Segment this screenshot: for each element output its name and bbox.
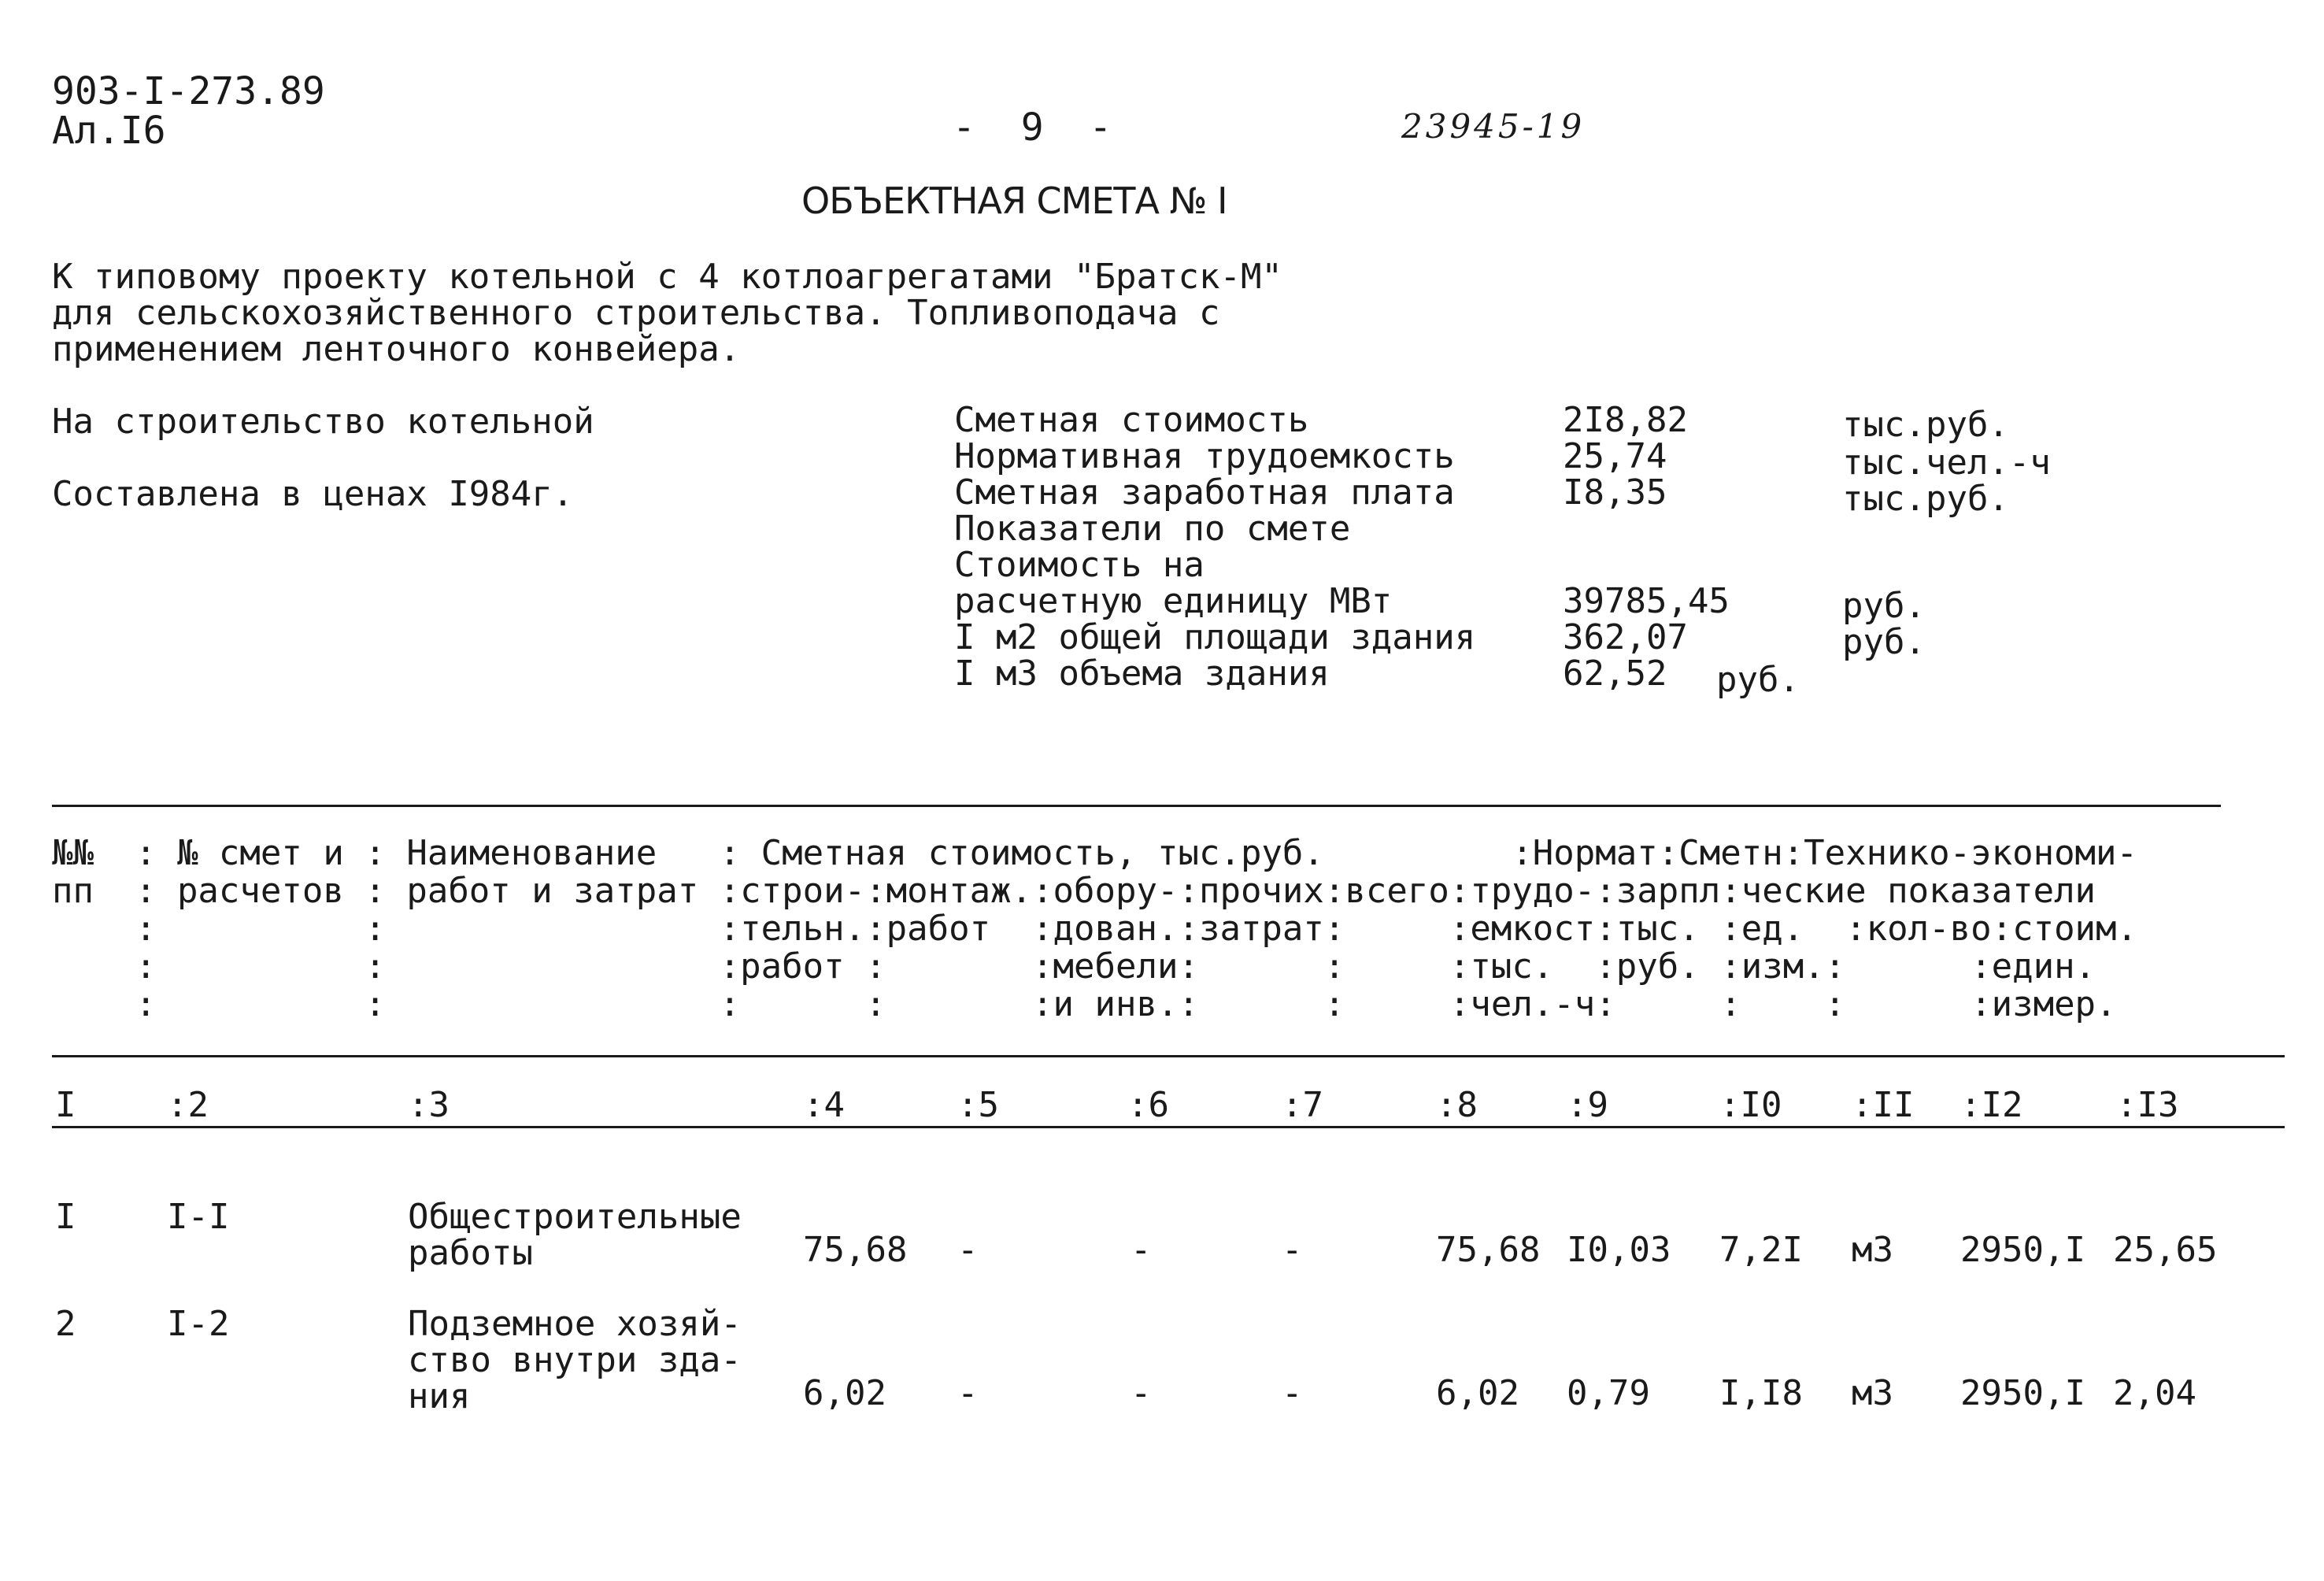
indicator-label: I м2 общей площади здания [954,617,1476,657]
work-name-line: ство внутри зда- [408,1340,742,1380]
equipment-cost: - [1131,1373,1152,1413]
estimate-code: I-2 [167,1304,230,1344]
unit-cost: 2,04 [2113,1373,2196,1413]
column-numbers-rule [52,1126,2285,1128]
intro-line-2: для сельскохозяйственного строительства. Топливоподача с [52,293,1220,333]
work-name-line: Общестроительные [408,1197,742,1237]
table-header-line: : : : : :и инв.: : :чел.-ч: : : :измер. [52,984,2117,1024]
quantity: 2950,I [1960,1230,2085,1270]
construction-cost: 6,02 [803,1373,886,1413]
work-name-line: работы [408,1233,533,1273]
column-number: :I3 [2116,1085,2179,1125]
indicator-label: расчетную единицу МВт [954,581,1393,621]
page-number: - 9 - [953,106,1112,150]
column-number: :I2 [1960,1085,2023,1125]
labor-intensity: I0,03 [1567,1230,1671,1270]
row-number: I [55,1197,76,1237]
column-number: :2 [167,1085,209,1125]
indicator-unit: руб. [1842,586,1926,626]
sheet-label: Ал.I6 [52,109,166,153]
indicator-value: 2I8,82 [1563,400,1688,440]
document-code: 903-I-273.89 [52,69,325,113]
indicator-value: 362,07 [1563,617,1688,657]
installation-cost: - [957,1230,979,1270]
intro-line-1: К типовому проекту котельной с 4 котлоагрегатами "Братск-М" [52,257,1282,297]
prices-label: Составлена в ценах I984г. [52,474,574,514]
indicator-value: I8,35 [1563,472,1667,513]
indicator-value: 25,74 [1563,436,1667,476]
indicator-unit: тыс.чел.-ч [1842,442,2051,483]
indicator-unit: тыс.руб. [1842,479,2009,519]
indicator-label: Нормативная трудоемкость [954,436,1455,476]
quantity: 2950,I [1960,1373,2085,1413]
unit: м3 [1852,1373,1893,1413]
indicator-label: Сметная стоимость [954,400,1309,440]
unit: м3 [1852,1230,1893,1270]
installation-cost: - [957,1373,979,1413]
equipment-cost: - [1131,1230,1152,1270]
column-number: :I0 [1719,1085,1782,1125]
handwritten-number: 23945-19 [1401,107,1586,146]
page-title: ОБЪЕКТНАЯ СМЕТА № I [801,180,1227,222]
indicator-value: 39785,45 [1563,581,1730,621]
indicator-label: Показатели по смете [954,509,1351,549]
column-number: :9 [1567,1085,1608,1125]
indicator-value: 62,52 [1563,654,1667,694]
construction-cost: 75,68 [803,1230,908,1270]
table-header-line: : : :работ : :мебели: : :тыс. :руб. :изм.: :един. [52,946,2096,987]
indicator-unit: руб. [1716,660,1800,700]
indicator-unit: тыс.руб. [1842,405,2009,445]
column-number: :3 [408,1085,450,1125]
other-cost: - [1282,1373,1303,1413]
table-header-line: №№ : № смет и : Наименование : Сметная стоимость, тыс.руб. :Нормат:Сметн:Технико-экономи- [52,833,2138,873]
indicator-label: Сметная заработная плата [954,472,1455,513]
labor-intensity: 0,79 [1567,1373,1650,1413]
table-header-line: : : :тельн.:работ :дован.:затрат: :емкост:тыс. :ед. :кол-во:стоим. [52,909,2138,949]
indicator-label: Стоимость на [954,545,1205,585]
column-number: :II [1852,1085,1915,1125]
work-name-line: Подземное хозяй- [408,1304,742,1344]
table-header-rule [52,1055,2285,1057]
indicator-unit: руб. [1842,622,1926,662]
table-top-rule [52,805,2221,807]
total-cost: 75,68 [1436,1230,1541,1270]
column-number: :8 [1436,1085,1478,1125]
column-number: :5 [957,1085,999,1125]
indicator-label: I м3 объема здания [954,654,1330,694]
estimate-code: I-I [167,1197,230,1237]
column-number: :4 [803,1085,845,1125]
column-number: :6 [1127,1085,1169,1125]
wages: 7,2I [1719,1230,1803,1270]
column-number: I [55,1085,76,1125]
work-name-line: ния [408,1376,471,1416]
column-number: :7 [1282,1085,1323,1125]
total-cost: 6,02 [1436,1373,1519,1413]
wages: I,I8 [1719,1373,1803,1413]
unit-cost: 25,65 [2113,1230,2218,1270]
row-number: 2 [55,1304,76,1344]
construction-label: На строительство котельной [52,402,594,442]
intro-line-3: применением ленточного конвейера. [52,329,741,369]
other-cost: - [1282,1230,1303,1270]
table-header-line: пп : расчетов : работ и затрат :строи-:монтаж.:обору-:прочих:всего:трудо-:зарпл:ческие показатели [52,871,2096,911]
